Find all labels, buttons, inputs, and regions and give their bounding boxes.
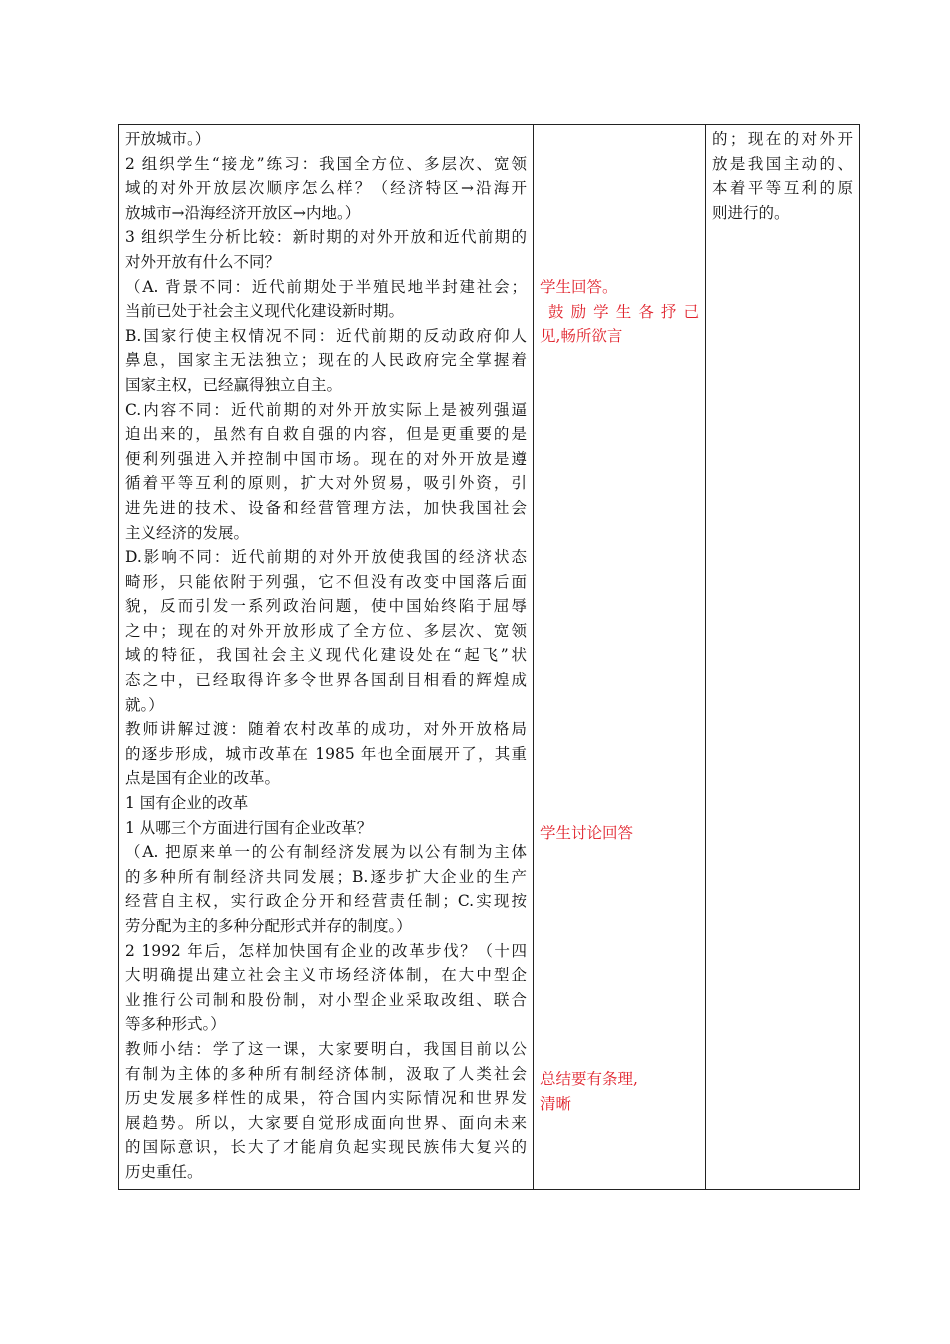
content-line: 有制为主体的多种所有制经济体制，汲取了人类社会 [125,1064,527,1083]
content-line: C.内容不同：近代前期的对外开放实际上是被列强逼 [125,400,527,419]
content-line: 当前已处于社会主义现代化建设新时期。 [125,302,405,321]
content-line: 之中；现在的对外开放形成了全方位、多层次、宽领 [125,621,527,640]
content-line: 鼻息，国家主无法独立；现在的人民政府完全掌握着 [125,351,527,370]
content-line: 开放城市。） [125,130,211,148]
content-line: 经营自主权，实行政企分开和经营责任制；C.实现按 [125,892,527,911]
intent-line: 放是我国主动的、 [712,154,853,173]
intent-line: 则进行的。 [712,203,790,222]
content-line: 的国际意识，长大了才能肩负起实现民族伟大复兴的 [125,1138,527,1157]
design-intent [712,127,853,225]
content-line: 国家主权，已经赢得独立自主。 [125,375,343,394]
table-row [119,125,860,1190]
content-line: 历史重任。 [125,1162,203,1181]
content-line: 貌，反而引发一系列政治问题，使中国始终陷于屈辱 [125,597,527,616]
content-line: （A. 背景不同：近代前期处于半殖民地半封建社会； [125,277,527,296]
content-line: 对外开放有什么不同？ [125,252,281,271]
content-line: 2 1992 年后，怎样加快国有企业的改革步伐？（十四 [125,941,527,960]
intent-line: 本着平等互利的原 [712,179,853,198]
student-note-clear: 清晰 [540,1094,572,1113]
content-line: 教师讲解过渡：随着农村改革的成功，对外开放格局 [125,720,527,739]
content-line: B.国家行使主权情况不同：近代前期的反动政府仰人 [125,326,527,345]
content-line: （A. 把原来单一的公有制经济发展为以公有制为主体 [125,843,527,862]
lesson-plan-table [118,124,860,1190]
student-note-answer: 学生回答。 [540,278,618,296]
content-line: 态之中，已经取得许多令世界各国刮目相看的辉煌成 [125,671,527,690]
student-note-summary: 总结要有条理, [540,1070,638,1089]
content-line: D.影响不同：近代前期的对外开放使我国的经济状态 [125,548,527,567]
content-line: 的多种所有制经济共同发展；B.逐步扩大企业的生产 [125,867,527,886]
content-line: 1 国有企业的改革 [125,794,249,813]
content-line: 迫出来的，虽然有自救自强的内容，但是更重要的是 [125,425,527,444]
content-line: 域的对外开放层次顺序怎么样？（经济特区→沿海开 [125,179,527,198]
content-line: 教师小结：学了这一课，大家要明白，我国目前以公 [125,1039,527,1058]
content-line: 劳分配为主的多种分配形式并存的制度。） [125,917,412,935]
student-note-encourage: 鼓励学生各抒己 [548,302,699,321]
content-line: 进先进的技术、设备和经营管理方法，加快我国社会 [125,498,527,517]
content-line: 3 组织学生分析比较：新时期的对外开放和近代前期的 [125,228,527,247]
content-line: 展趋势。所以，大家要自觉形成面向世界、面向未来 [125,1113,527,1132]
student-note-discuss: 学生讨论回答 [540,823,634,842]
content-line: 循着平等互利的原则，扩大对外贸易，吸引外资，引 [125,474,527,493]
design-intent-cell [706,125,860,1190]
content-line: 主义经济的发展。 [125,523,250,542]
intent-line: 的；现在的对外开 [712,130,853,148]
content-line: 业推行公司制和股份制，对小型企业采取改组、联合 [125,990,527,1009]
student-note-speak-freely: 见,畅所欲言 [540,327,623,346]
content-line: 就。） [125,695,164,714]
content-line: 畸形，只能依附于列强，它不但没有改变中国落后面 [125,572,527,591]
content-line: 的逐步形成，城市改革在 1985 年也全面展开了，其重 [125,744,527,763]
content-line: 历史发展多样性的成果，符合国内实际情况和世界发 [125,1089,527,1108]
content-line: 便利列强进入并控制中国市场。现在的对外开放是遵 [125,449,527,468]
teaching-content [125,127,527,1185]
content-line: 2 组织学生“接龙”练习：我国全方位、多层次、宽领 [125,154,527,173]
content-line: 等多种形式。） [125,1015,226,1034]
student-activity-cell [534,125,706,1190]
content-line: 点是国有企业的改革。 [125,769,281,788]
content-line: 大明确提出建立社会主义市场经济体制，在大中型企 [125,966,527,985]
content-line: 1 从哪三个方面进行国有企业改革？ [125,818,373,837]
content-line: 域的特征，我国社会主义现代化建设处在“起飞”状 [125,646,527,665]
content-line: 放城市→沿海经济开放区→内地。） [125,203,361,222]
teaching-content-cell [119,125,534,1190]
